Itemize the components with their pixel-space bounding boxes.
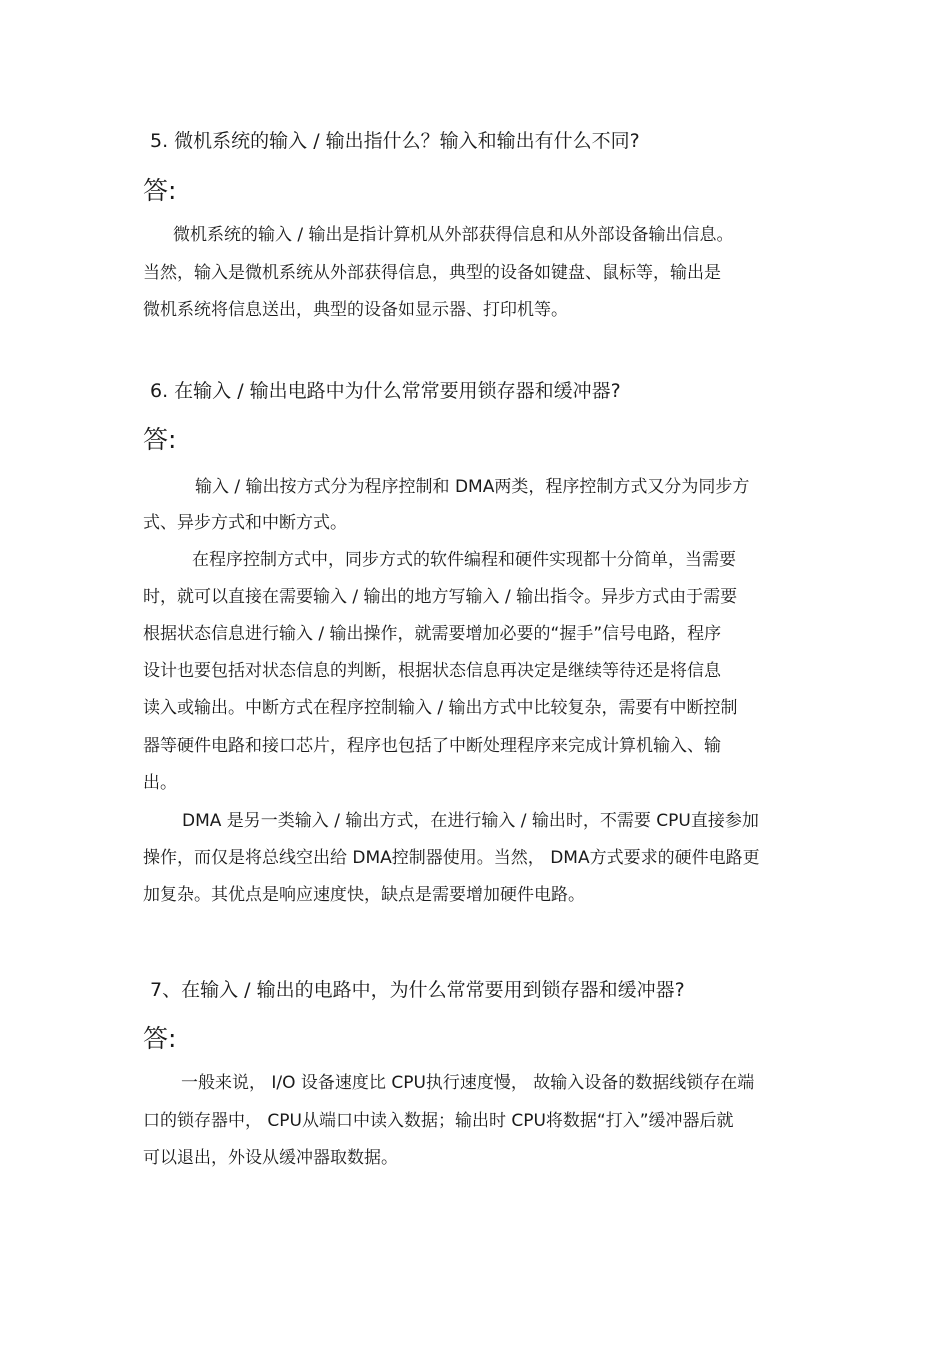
answer-7-line-2: 口的锁存器中， CPU从端口中读入数据；输出时 CPU将数据“打入”缓冲器后就 [143,1111,734,1131]
answer-6-line-4: 时，就可以直接在需要输入 / 输出的地方写输入 / 输出指令。异步方式由于需要 [143,587,738,607]
question-7: 7、在输入 / 输出的电路中，为什么常常要用到锁存器和缓冲器? [150,979,685,1001]
answer-label-5: 答: [143,176,177,205]
answer-6-line-5: 根据状态信息进行输入 / 输出操作，就需要增加必要的“握手”信号电路，程序 [143,624,722,644]
answer-7-line-1: 一般来说， I/O 设备速度比 CPU执行速度慢， 故输入设备的数据线锁存在端 [181,1073,755,1093]
answer-5-line-1: 微机系统的输入 / 输出是指计算机从外部获得信息和从外部设备输出信息。 [173,225,734,245]
answer-7-line-3: 可以退出，外设从缓冲器取数据。 [143,1148,398,1168]
answer-5-line-2: 当然，输入是微机系统从外部获得信息，典型的设备如键盘、鼠标等，输出是 [143,263,721,283]
answer-label-7: 答: [143,1024,177,1053]
question-5: 5. 微机系统的输入 / 输出指什么？输入和输出有什么不同? [150,130,640,152]
answer-6-line-12: 加复杂。其优点是响应速度快，缺点是需要增加硬件电路。 [143,885,585,905]
answer-label-6: 答: [143,425,177,454]
answer-6-line-1: 输入 / 输出按方式分为程序控制和 DMA两类，程序控制方式又分为同步方 [195,477,750,497]
answer-6-line-3: 在程序控制方式中，同步方式的软件编程和硬件实现都十分简单，当需要 [192,550,736,570]
answer-5-line-3: 微机系统将信息送出，典型的设备如显示器、打印机等。 [143,300,568,320]
answer-6-line-10: DMA 是另一类输入 / 输出方式，在进行输入 / 输出时，不需要 CPU直接参加 [182,811,759,831]
answer-6-line-11: 操作，而仅是将总线空出给 DMA控制器使用。当然， DMA方式要求的硬件电路更 [143,848,760,868]
question-6: 6. 在输入 / 输出电路中为什么常常要用锁存器和缓冲器? [150,380,621,402]
answer-6-line-2: 式、异步方式和中断方式。 [143,513,347,533]
answer-6-line-6: 设计也要包括对状态信息的判断，根据状态信息再决定是继续等待还是将信息 [143,661,721,681]
answer-6-line-7: 读入或输出。中断方式在程序控制输入 / 输出方式中比较复杂，需要有中断控制 [143,698,738,718]
answer-6-line-9: 出。 [143,773,177,793]
answer-6-line-8: 器等硬件电路和接口芯片，程序也包括了中断处理程序来完成计算机输入、输 [143,736,721,756]
